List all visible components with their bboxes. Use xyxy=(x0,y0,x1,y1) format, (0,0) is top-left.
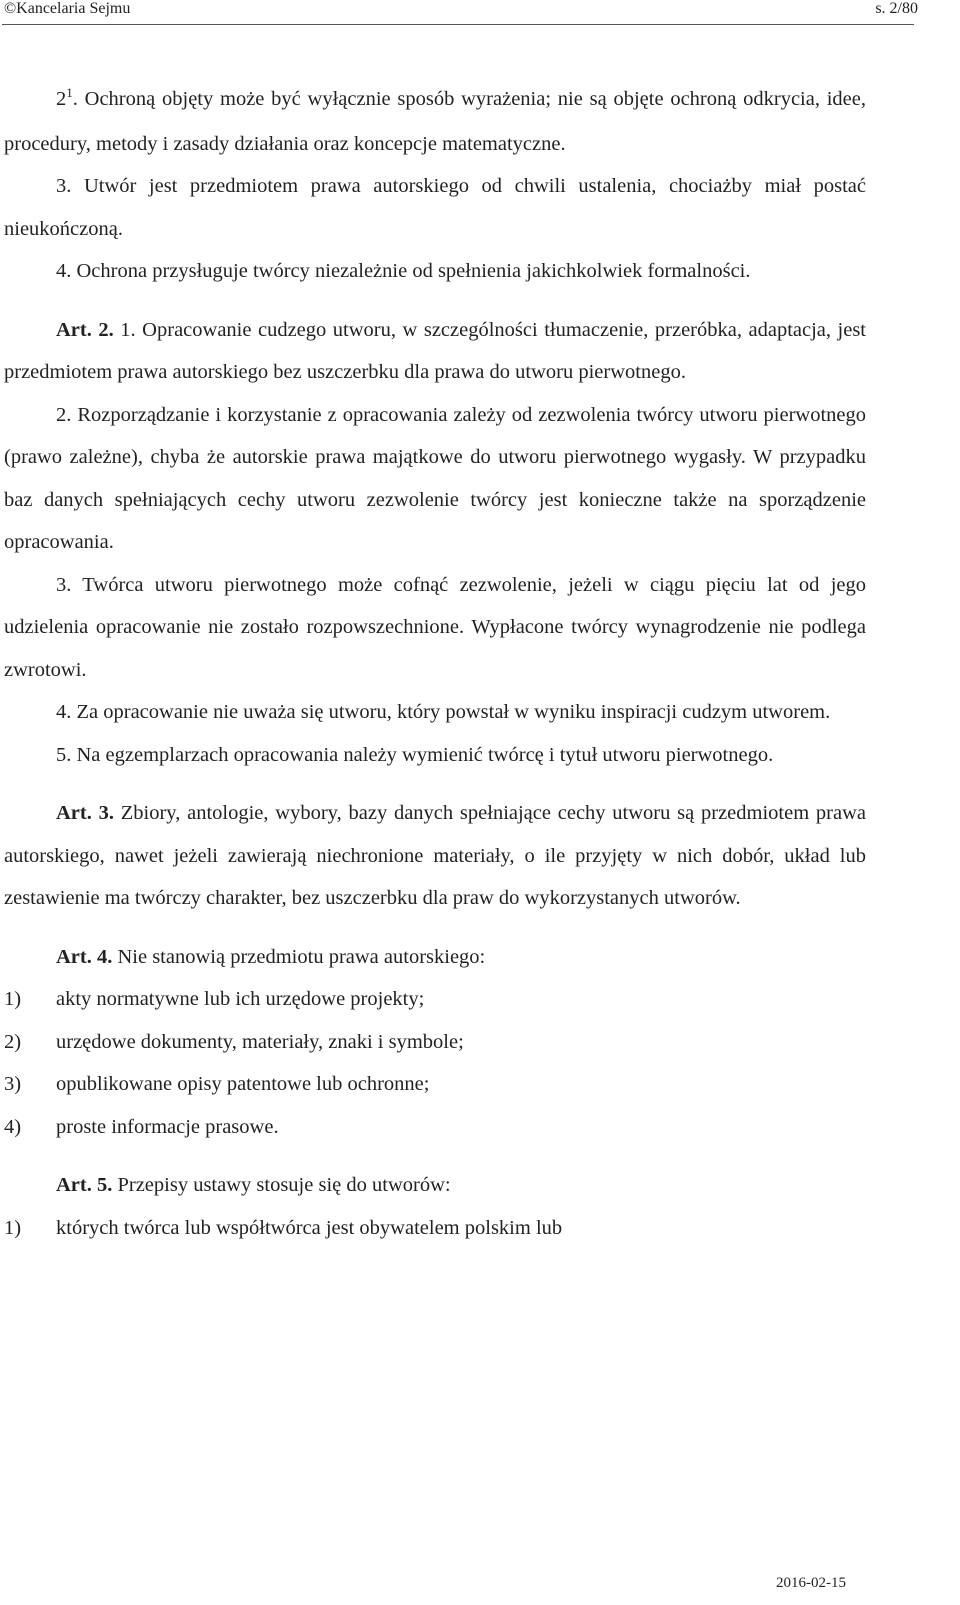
article-5 xyxy=(4,1164,866,1207)
list-item xyxy=(4,1021,866,1064)
paragraph-number: 2 xyxy=(56,88,67,110)
article-4-text: Nie stanowią przedmiotu prawa autorskiego: xyxy=(112,945,486,968)
article-2-text: 1. Opracowanie cudzego utworu, w szczególności tłumaczenie, przeróbka, adaptacja, jest przedmiotem prawa autorskiego bez uszczerbku dla prawa do utworu pierwotnego. xyxy=(4,318,866,383)
list-item-text: opublikowane opisy patentowe lub ochronne; xyxy=(56,1073,430,1095)
list-item xyxy=(4,1106,866,1149)
header-divider xyxy=(2,24,914,25)
list-item-text: proste informacje prasowe. xyxy=(56,1115,279,1138)
list-item-number: 3) xyxy=(4,1073,22,1095)
article-4 xyxy=(4,936,866,979)
paragraph-3: 3. Utwór jest przedmiotem prawa autorskiego od chwili ustalenia, chociażby miał postać nieukończoną. xyxy=(4,175,866,240)
paragraph-text: . Ochroną objęty może być wyłącznie sposób wyrażenia; nie są objęte ochroną odkrycia, idee, procedury, metody i zasady działania oraz koncepcje matematyczne. xyxy=(4,88,866,155)
list-item-number: 4) xyxy=(4,1115,22,1138)
article-4-label: Art. 4. xyxy=(56,945,113,968)
article-2-paragraph-2: 2. Rozporządzanie i korzystanie z opracowania zależy od zezwolenia twórcy utworu pierwotnego (prawo zależne), chyba że autorskie prawa majątkowe do utworu pierwotnego wygasły. W przypadku baz danych spełniających cechy utworu zezwolenie twórcy jest konieczne także na sporządzenie opracowania. xyxy=(4,403,866,553)
paragraph-2-1 xyxy=(4,78,866,165)
paragraph-superscript: 1 xyxy=(66,85,73,100)
list-item-text: akty normatywne lub ich urzędowe projekty; xyxy=(56,988,425,1010)
list-item-number: 1) xyxy=(4,988,22,1010)
article-2-paragraph-4: 4. Za opracowanie nie uważa się utworu, który powstał w wyniku inspiracji cudzym utworem. xyxy=(56,701,831,723)
page-number: s. 2/80 xyxy=(875,0,918,17)
list-item xyxy=(4,978,866,1021)
list-item xyxy=(4,1063,866,1106)
article-2-paragraph-5: 5. Na egzemplarzach opracowania należy wymienić twórcę i tytuł utworu pierwotnego. xyxy=(56,743,774,766)
article-2 xyxy=(4,309,866,394)
article-5-label: Art. 5. xyxy=(56,1174,113,1196)
article-2-paragraph-3: 3. Twórca utworu pierwotnego może cofnąć zezwolenie, jeżeli w ciągu pięciu lat od jego udzielenia opracowanie nie zostało rozpowszechnione. Wypłacone twórcy wynagrodzenie nie podlega zwrotowi. xyxy=(4,573,866,681)
article-5-text: Przepisy ustawy stosuje się do utworów: xyxy=(112,1174,451,1196)
list-item-text: urzędowe dokumenty, materiały, znaki i symbole; xyxy=(56,1030,464,1053)
list-item-text: których twórca lub współtwórca jest obywatelem polskim lub xyxy=(56,1216,563,1239)
list-item-number: 2) xyxy=(4,1030,22,1053)
article-3 xyxy=(4,792,866,920)
header-copyright: ©Kancelaria Sejmu xyxy=(4,0,131,17)
article-3-text: Zbiory, antologie, wybory, bazy danych spełniające cechy utworu są przedmiotem prawa autorskiego, nawet jeżeli zawierają niechronione materiały, o ile przyjęty w nich dobór, układ lub zestawienie ma twórczy charakter, bez uszczerbku dla praw do wykorzystanych utworów. xyxy=(4,802,866,909)
article-2-label: Art. 2. xyxy=(56,318,114,341)
list-item xyxy=(4,1207,866,1250)
footer-date: 2016-02-15 xyxy=(776,1575,846,1591)
document-body xyxy=(4,78,866,1249)
list-item-number: 1) xyxy=(4,1216,22,1239)
article-3-label: Art. 3. xyxy=(56,802,114,824)
paragraph-4: 4. Ochrona przysługuje twórcy niezależnie od spełnienia jakichkolwiek formalności. xyxy=(56,260,751,282)
